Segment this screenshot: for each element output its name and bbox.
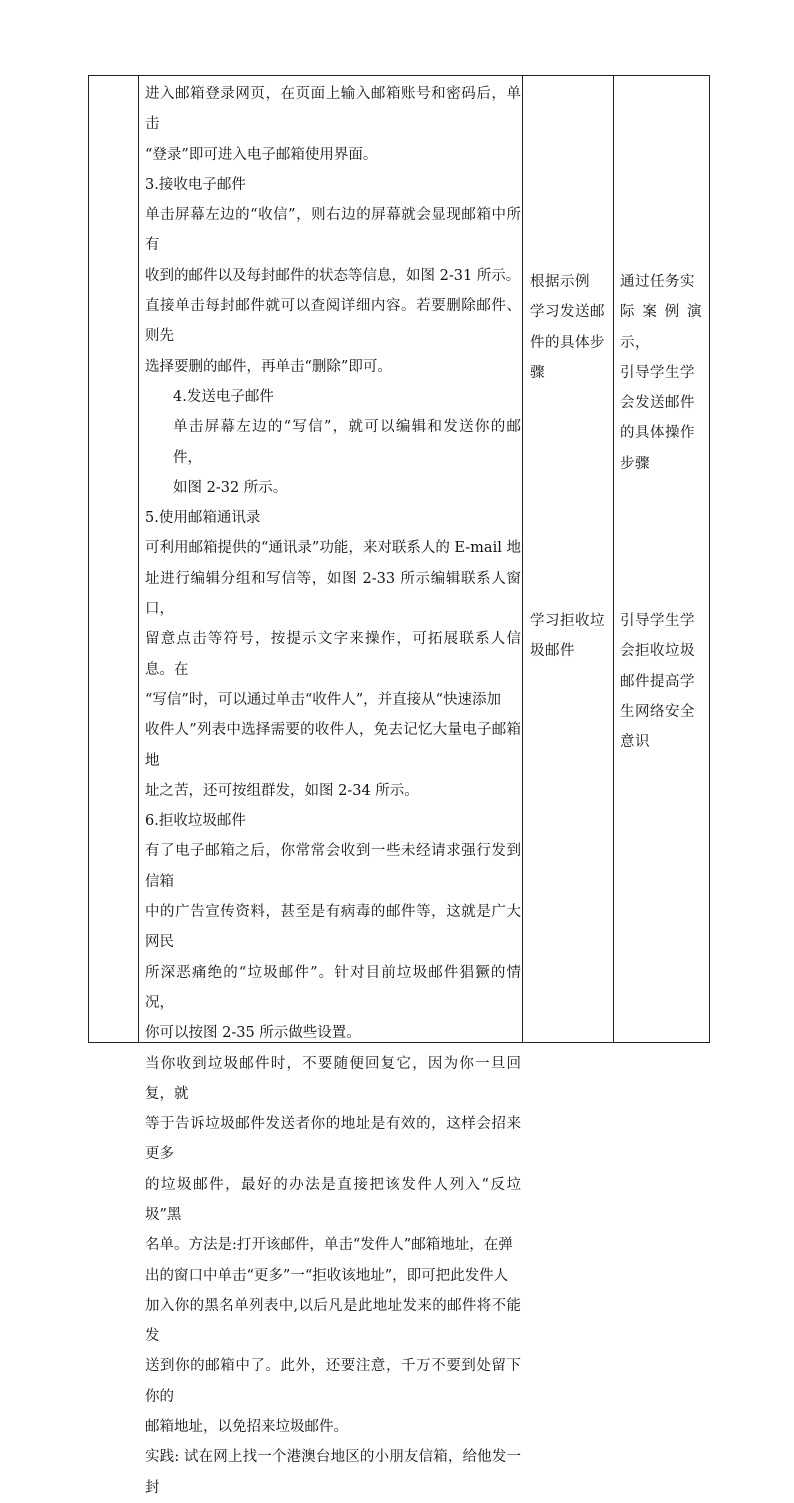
intent-line: 通过任务实 [620,274,695,290]
content-line: 如图 2-32 所示。 [173,479,288,496]
content-line: 址之苦，还可按组群发，如图 2-34 所示。 [145,782,419,799]
section-heading: 3.接收电子邮件 [145,176,246,193]
lesson-table [88,75,710,1496]
content-line: 当你收到垃圾邮件时，不要随便回复它，因为你一旦回复，就 [145,1055,521,1102]
section-heading: 5.使用邮箱通讯录 [145,510,261,527]
content-line: 收到的邮件以及每封邮件的状态等信息，如图 2-31 所示。 [145,267,521,284]
content-line: 名单。方法是:打开该邮件，单击“发件人”邮箱地址，在弹 [145,1237,513,1254]
section-heading: 4.发送电子邮件 [173,388,274,405]
intent-line: 会拒收垃圾 [620,643,695,660]
column-divider [522,76,523,1042]
activity-line: 骤 [530,364,545,381]
intent-line: 会发送邮件 [620,395,695,412]
student-activity-cell-2 [530,606,610,667]
content-line: 的垃圾邮件，最好的办法是直接把该发件人列入“反垃圾”黑 [145,1176,521,1223]
intent-line: 引导学生学 [620,613,695,629]
intent-line: 步骤 [620,455,650,472]
content-line: “写信”时，可以通过单击“收件人”，并直接从“快速添加 [145,691,502,708]
content-line: 等于告诉垃圾邮件发送者你的地址是有效的，这样会招来更多 [145,1116,521,1163]
design-intent-cell-1 [620,267,702,479]
content-line: 进入邮箱登录网页，在页面上输入邮箱账号和密码后，单击 [145,86,521,133]
content-line: 收件人”列表中选择需要的收件人，免去记忆大量电子邮箱地 [145,722,521,769]
content-line: 所深恶痛绝的“垃圾邮件”。针对目前垃圾邮件猖獗的情况， [145,964,521,1011]
activity-line: 学习拒收垃 [530,613,605,629]
activity-line: 学习发送邮 [530,304,605,321]
intent-line: 生网络安全 [620,703,695,720]
design-intent-cell-2 [620,606,702,757]
teaching-content-cell [145,79,521,1503]
content-line: “登录”即可进入电子邮箱使用界面。 [145,146,378,163]
content-line: 送到你的邮箱中了。此外，还要注意，千万不要到处留下你的 [145,1358,521,1405]
intent-line: 邮件提高学 [620,673,695,690]
content-line: 加入你的黑名单列表中,以后凡是此地址发来的邮件将不能发 [145,1297,521,1345]
content-line: 单击屏幕左边的“写信”，就可以编辑和发送你的邮件， [173,419,521,466]
content-line: 出的窗口中单击“更多”一“拒收该地址”，即可把此发件人 [145,1267,509,1284]
content-line: 有了电子邮箱之后，你常常会收到一些未经请求强行发到信箱 [145,843,521,890]
content-line: 中的广告宣传资料，甚至是有病毒的邮件等，这就是广大网民 [145,904,521,951]
activity-line: 圾邮件 [530,643,575,660]
content-line: 留意点击等符号，按提示文字来操作，可拓展联系人信息。在 [145,631,521,678]
column-divider [138,76,139,1042]
content-line: 选择要删的邮件，再单击“删除”即可。 [145,358,392,375]
intent-line: 际案例演示， [620,304,702,351]
content-line: 邮箱地址，以免招来垃圾邮件。 [145,1419,348,1436]
content-line: 实践: 试在网上找一个港澳台地区的小朋友信箱，给他发一封 [145,1449,521,1496]
content-line: 址进行编辑分组和写信等，如图 2-33 所示编辑联系人窗口， [145,570,521,618]
column-divider [613,76,614,1042]
content-line: 直接单击每封邮件就可以查阅详细内容。若要删除邮件、则先 [145,298,521,345]
content-line: 你可以按图 2-35 所示做些设置。 [145,1025,361,1042]
section-heading: 6.拒收垃圾邮件 [145,813,246,830]
content-line: 可利用邮箱提供的“通讯录”功能，来对联系人的 E-mail 地 [145,540,521,557]
student-activity-cell-1 [530,267,610,388]
content-line: 单击屏幕左边的“收信”，则右边的屏幕就会显现邮箱中所有 [145,207,521,254]
intent-line: 的具体操作 [620,425,695,442]
activity-line: 件的具体步 [530,334,605,351]
activity-line: 根据示例 [530,274,590,290]
intent-line: 引导学生学 [620,364,695,381]
intent-line: 意识 [620,734,650,751]
